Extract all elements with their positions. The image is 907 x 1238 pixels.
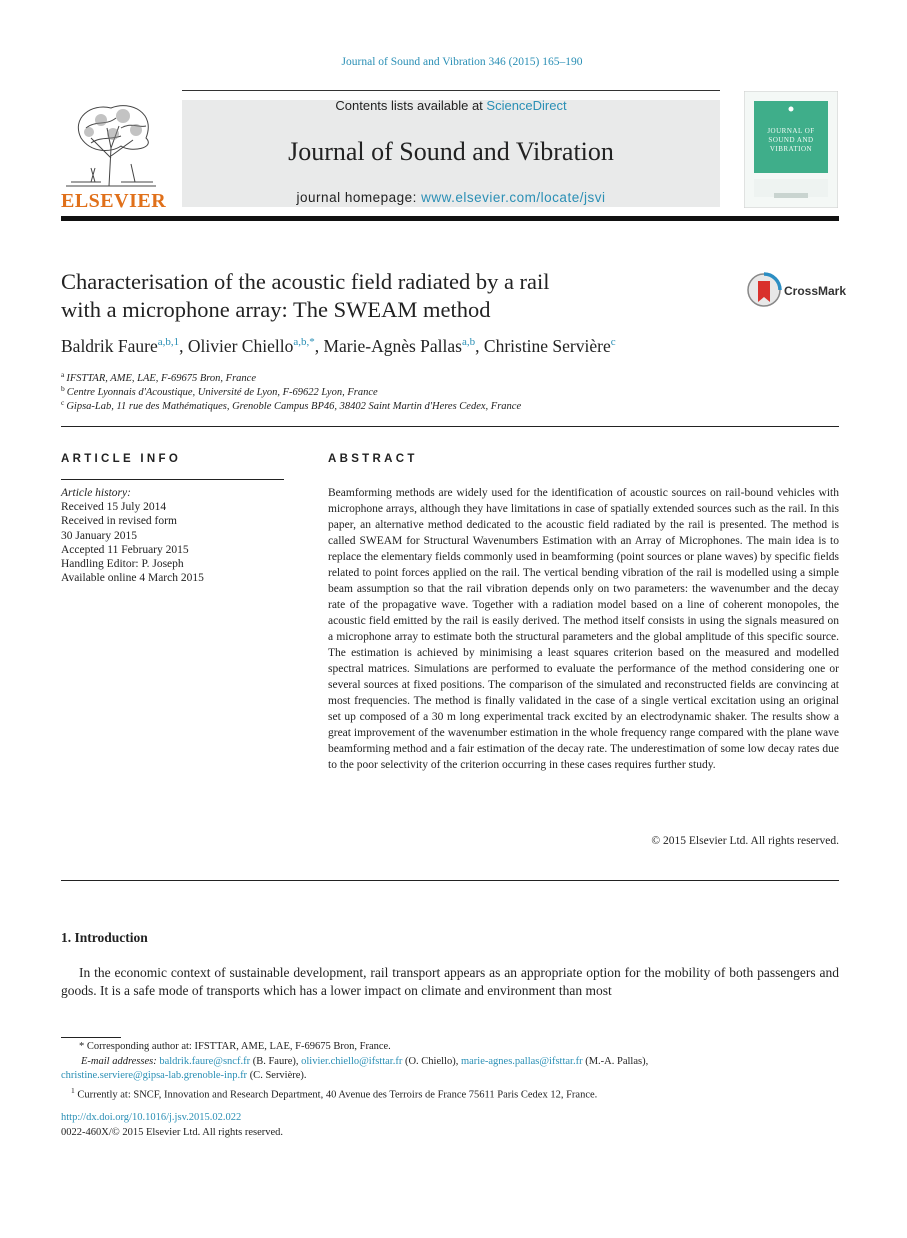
abstract-heading: ABSTRACT [328,453,418,465]
email-link[interactable]: olivier.chiello@ifsttar.fr [301,1055,403,1067]
email-link[interactable]: christine.serviere@gipsa-lab.grenoble-inp.fr [61,1070,248,1081]
issn-copyright: 0022-460X/© 2015 Elsevier Ltd. All rights reserved. [61,1126,284,1138]
footnote-emails [61,1055,841,1070]
author-name: Olivier Chiello [187,336,294,356]
footnote-corresponding [61,1040,841,1055]
intro-paragraph: In the economic context of sustainable development, rail transport appears as an appropriate option for the mobility of both passengers and goods. It is a safe mode of transports which has a lower impact on climate and environment than most [61,965,839,998]
article-info-heading: ARTICLE INFO [61,453,182,465]
author [188,336,324,356]
doi-link[interactable]: http://dx.doi.org/10.1016/j.jsv.2015.02.022 [61,1112,242,1123]
author-name: Christine Servière [483,336,611,356]
homepage-link[interactable]: www.elsevier.com/locate/jsvi [421,190,606,205]
contents-line [182,98,720,113]
footnote-emails-cont [61,1069,841,1084]
author [323,336,483,356]
sciencedirect-link[interactable]: ScienceDirect [486,98,567,113]
affiliation-a [61,370,256,384]
abstract-rule [61,880,839,881]
author [61,336,188,356]
history-item: Handling Editor: P. Joseph [61,558,184,571]
crossmark-label: CrossMark [784,284,847,298]
header-bottom-rule [61,216,839,221]
email-label: E-mail addresses: [81,1055,157,1067]
abstract-copyright: © 2015 Elsevier Ltd. All rights reserved. [651,835,839,847]
footnote-1-mark: 1 [71,1085,75,1095]
homepage-prefix: journal homepage: [296,190,422,205]
article-info-rule [61,479,284,480]
affiliation-rule [61,426,839,427]
journal-title: Journal of Sound and Vibration [288,137,614,166]
email-link[interactable]: baldrik.faure@sncf.fr [159,1055,251,1067]
author-sep: , [314,336,324,356]
affiliation-key: c [61,398,65,407]
email-owner: (C. Servière). [247,1070,307,1081]
author-list [61,336,841,357]
crossmark-badge[interactable] [746,272,847,308]
elsevier-wordmark: ELSEVIER [61,190,167,212]
history-label: Article history: [61,487,131,499]
footnote-1-text: Currently at: SNCF, Innovation and Research Department, 40 Avenue des Terroirs de France 75611 Paris Cedex 12, France. [77,1089,598,1100]
affiliation-text: IFSTTAR, AME, LAE, F-69675 Bron, France [66,373,256,384]
affiliation-c [61,398,521,412]
history-item: Accepted 11 February 2015 [61,543,189,556]
affiliation-key: b [61,384,65,393]
author-name: Marie-Agnès Pallas [323,336,462,356]
corresponding-text: Corresponding author at: IFSTTAR, AME, LAE, F-69675 Bron, France. [86,1041,391,1052]
abstract-text: Beamforming methods are widely used for the identification of acoustic sources on rail-bound vehicles with microphone arrays, although they have limitations in case of spatially extended sources such as the rail. In this paper, an alternative method dedicated to the acoustic field radiated by the rail is presented. The method is called SWEAM for Structural Wavenumbers Estimation with an Array of Microphones. The main idea is to replace the elementary fields commonly used in beamforming (point sources or plane waves) by specific fields related to point forces applied on the rail. The vertical bending vibration of the rail is modelled using a simple beam assumption so that the rail vibration depends only on two parameters: the wavenumber and the decay rate of the propagative wave. Together with a radiation model based on a line of coherent monopoles, the acoustic field emitted by the rail is easily derived. The method itself consists in using the signals measured on a microphone array to estimate both the structural parameters and the global amplitude of this specific source. The estimation is achieved by minimising a least squares criterion based on the measured and modelled spectral matrices. Simulations are performed to evaluate the performance of the method considering one or several sources at fixed positions. The comparison of the simulated and reconstructed fields are convincing at most frequencies. The method is finally validated in the case of a single vertical excitation using an original set up composed of a 30 m long experimental track excited by an electrodynamic shaker. The results show a great improvement of the wavenumber estimation in the whole frequency range compared with the plane wave beamforming method and a fair estimation of the decay rate. The underestimation of some low decay rates due to the poor selectivity of the criterion occurring in these cases requires further study. [328,487,839,771]
email-owner: (O. Chiello), [402,1055,461,1067]
article-history [61,486,204,585]
introduction-text [61,964,839,1000]
contents-prefix: Contents lists available at [335,98,487,113]
author-sup[interactable]: a,b [462,336,476,348]
article-title [61,268,721,324]
doi-block [61,1111,283,1140]
author-sup[interactable]: c [610,336,616,348]
email-link[interactable]: marie-agnes.pallas@ifsttar.fr [460,1055,583,1067]
author-sup[interactable]: a,b,* [293,336,315,348]
email-owner: (M.-A. Pallas), [582,1055,649,1067]
history-item: 30 January 2015 [61,529,138,542]
footnote-1 [61,1084,841,1103]
footnotes [61,1040,841,1103]
author-sep: , [475,336,484,356]
affiliation-key: a [61,370,65,379]
footnote-rule [61,1037,121,1038]
elsevier-tree-logo [61,98,161,190]
header-top-rule [182,90,720,91]
affiliation-b [61,384,378,398]
author [484,336,616,356]
journal-citation[interactable]: Journal of Sound and Vibration 346 (2015) 165–190 [341,56,583,68]
title-line-2: with a microphone array: The SWEAM method [61,297,491,322]
affiliation-text: Centre Lyonnais d'Acoustique, Université de Lyon, F-69622 Lyon, France [66,387,378,398]
asterisk-mark: * [79,1041,87,1052]
author-sep: , [179,336,188,356]
cover-title: JOURNAL OF SOUND AND VIBRATION [767,127,815,153]
history-item: Received 15 July 2014 [61,501,167,514]
email-owner: (B. Faure), [250,1055,302,1067]
affiliation-text: Gipsa-Lab, 11 rue des Mathématiques, Grenoble Campus BP46, 38402 Saint Martin d'Heres Cedex, France [66,401,522,412]
crossmark-icon [746,272,782,308]
history-item: Received in revised form [61,515,177,528]
title-line-1: Characterisation of the acoustic field radiated by a rail [61,269,550,294]
history-item: Available online 4 March 2015 [61,572,204,585]
author-name: Baldrik Faure [61,336,158,356]
homepage-line [182,190,720,205]
author-sup[interactable]: a,b,1 [157,336,180,348]
section-heading-introduction: 1. Introduction [61,930,148,945]
